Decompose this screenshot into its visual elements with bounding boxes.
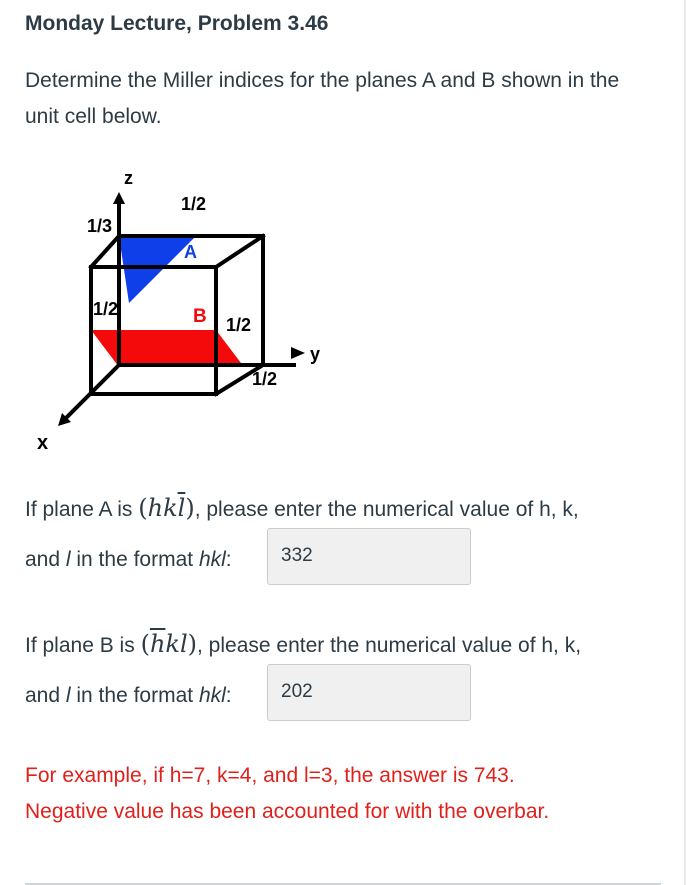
question-text: Determine the Miller indices for the planes A and B shown in the unit cell below. — [25, 69, 620, 128]
plane-a-label: A — [184, 242, 197, 262]
intercept-a-y-label: 1/2 — [181, 194, 207, 214]
part-b-prompt: If plane B is $(\overline{h}kl)$, please enter the numerical value of h, k, — [25, 630, 582, 658]
part-a-prompt: If plane A is $(hk\overline{l})$, please enter the numerical value of h, k, — [25, 494, 579, 522]
plane-b-shape — [91, 330, 244, 367]
plane-a-miller-notation: $(hk\overline{l})$ — [138, 494, 195, 522]
example-note-line-1: For example, if h=7, k=4, and l=3, the answer is 743. — [25, 764, 515, 787]
plane-b-answer-input[interactable]: 202 — [267, 664, 471, 721]
part-b-format-label: and l in the format hkl: — [25, 684, 232, 707]
intercept-b-z-label: 1/2 — [226, 315, 252, 335]
y-arrowhead — [291, 347, 305, 359]
plane-b-label: B — [193, 306, 207, 327]
example-note — [25, 758, 665, 830]
intercept-a-z-label: 1/3 — [87, 216, 113, 236]
part-a-format-label: and l in the format hkl: — [25, 548, 232, 571]
intercept-a-x-label: 1/2 — [93, 299, 119, 319]
plane-a-answer-input[interactable]: 332 — [267, 528, 471, 585]
z-arrowhead — [113, 192, 125, 204]
plane-b-miller-notation: $(\overline{h}kl)$ — [140, 630, 198, 658]
axis-x-label: x — [37, 432, 49, 454]
unit-cell-figure — [0, 160, 360, 460]
axis-z-label: z — [124, 168, 133, 188]
intercept-b-y-label: 1/2 — [252, 369, 278, 389]
axis-y-label: y — [310, 344, 321, 364]
page-title: Monday Lecture, Problem 3.46 — [25, 12, 329, 35]
example-note-line-2: Negative value has been accounted for with the overbar. — [25, 800, 550, 823]
